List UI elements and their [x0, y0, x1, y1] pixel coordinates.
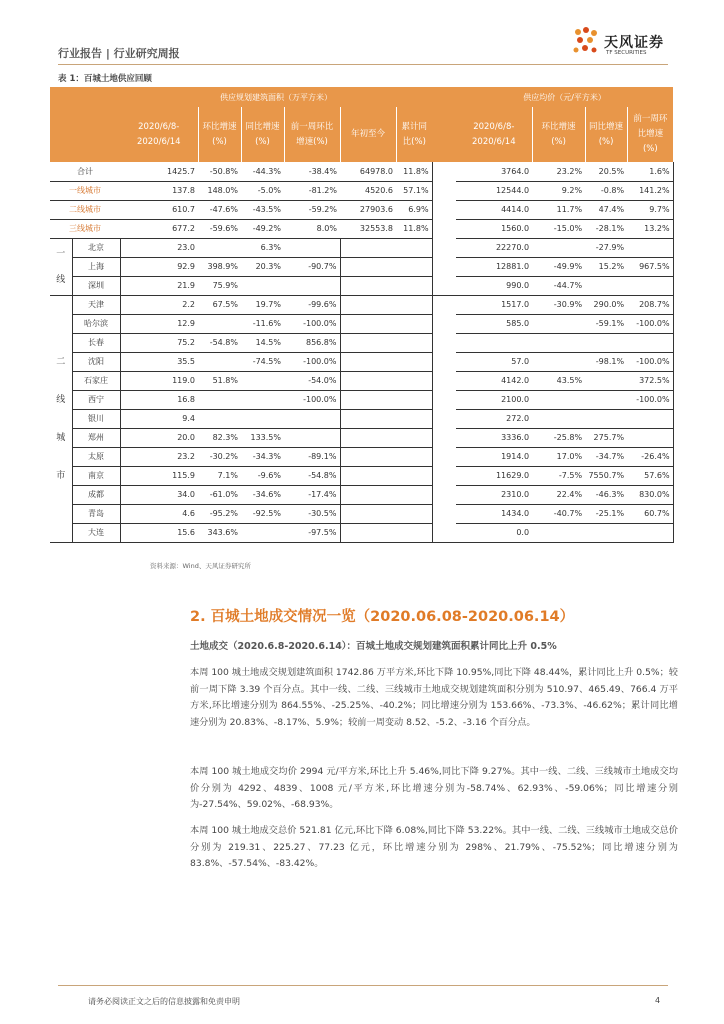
table-cell: [532, 523, 585, 542]
table-cell: [241, 523, 284, 542]
table-cell: 4.6: [120, 504, 198, 523]
table-cell: [340, 295, 396, 314]
table-cell: [585, 523, 627, 542]
table-cell: [585, 276, 627, 295]
table-cell: -40.7%: [532, 504, 585, 523]
table-cell: 11629.0: [456, 466, 532, 485]
city-row: [50, 238, 673, 257]
city-row: [50, 371, 673, 390]
row-label: 合计: [50, 162, 120, 181]
city-row: [50, 314, 673, 333]
table-cell: -98.1%: [585, 352, 627, 371]
table-cell: -92.5%: [241, 504, 284, 523]
table-cell: 20.5%: [585, 162, 627, 181]
table-cell: 7.1%: [198, 466, 241, 485]
city-row: [50, 523, 673, 542]
table-cell: 23.0: [120, 238, 198, 257]
table-cell: [340, 276, 396, 295]
table-cell: [396, 409, 432, 428]
table-cell: -30.5%: [284, 504, 340, 523]
paragraph-total: 本周 100 城土地成交总价 521.81 亿元,环比下降 6.08%,同比下降 53.22%。其中一线、二线、三线城市土地成交总价分别为 219.31、225.27、77.23 亿元，环比增速分别为 298%、21.79%、-75.52%；同比增速分别为 83.8%、-57.54%、-83.42%。: [190, 825, 678, 869]
table-source: 资料来源：Wind、天风证券研究所: [150, 562, 251, 570]
table-cell: -100.0%: [627, 352, 673, 371]
table-cell: [396, 276, 432, 295]
paragraph-price: 本周 100 城土地成交均价 2994 元/平方米,环比上升 5.46%,同比下降 9.27%。其中一线、二线、三线城市土地成交均价分别为 4292、4839、1008 元/平方米,环比增速分别为-58.74%、62.93%、-59.06%；同比增速分别为-27.54%、59.02%、-68.93%。: [190, 766, 678, 810]
footer-disclaimer: 请务必阅读正文之后的信息披露和免责申明: [88, 997, 240, 1006]
table-cell: [627, 333, 673, 352]
row-label: 二线城市: [50, 200, 120, 219]
table-cell: [396, 390, 432, 409]
table-cell: -95.2%: [198, 504, 241, 523]
city-row: [50, 447, 673, 466]
city-row: [50, 333, 673, 352]
table-cell: [396, 466, 432, 485]
tier-label-char: 市: [56, 470, 66, 481]
table-cell: 6.9%: [396, 200, 432, 219]
tier-label-char: 线: [56, 394, 66, 405]
table-cell: [396, 333, 432, 352]
table-cell: 21.9: [120, 276, 198, 295]
table-cell: 43.5%: [532, 371, 585, 390]
table-cell: 1517.0: [456, 295, 532, 314]
table-cell: [396, 428, 432, 447]
table-cell: 148.0%: [198, 181, 241, 200]
col-header: 环比增速(%): [198, 107, 241, 162]
table-cell: [396, 352, 432, 371]
table-cell: -81.2%: [284, 181, 340, 200]
section-title: 2. 百城土地成交情况一览（2020.06.08-2020.06.14）: [190, 609, 575, 625]
col-header: 累计同比(%): [396, 107, 432, 162]
table-cell: 15.6: [120, 523, 198, 542]
table-cell: [340, 257, 396, 276]
table-cell: [396, 257, 432, 276]
table-cell: [340, 333, 396, 352]
table-cell: 35.5: [120, 352, 198, 371]
summary-row: [50, 162, 673, 181]
table-header-row: [50, 87, 673, 107]
table-cell: -90.7%: [284, 257, 340, 276]
table-cell: 32553.8: [340, 219, 396, 238]
table-cell: [532, 352, 585, 371]
city-name: 天津: [72, 295, 120, 314]
city-name: 郑州: [72, 428, 120, 447]
table-cell: [532, 314, 585, 333]
table-cell: 22.4%: [532, 485, 585, 504]
table-cell: [198, 390, 241, 409]
table-cell: 4142.0: [456, 371, 532, 390]
col-header: 前一周环比增速(%): [627, 107, 673, 162]
gap-cell: [432, 162, 456, 181]
table-cell: [284, 428, 340, 447]
table-cell: 47.4%: [585, 200, 627, 219]
table-cell: [340, 352, 396, 371]
table-cell: -44.3%: [241, 162, 284, 181]
table-cell: [396, 504, 432, 523]
table-cell: [340, 523, 396, 542]
table-cell: -30.9%: [532, 295, 585, 314]
table-cell: 3336.0: [456, 428, 532, 447]
footer-rule: [58, 985, 668, 986]
table-cell: 23.2: [120, 447, 198, 466]
table-cell: 12881.0: [456, 257, 532, 276]
table-cell: [585, 333, 627, 352]
table-cell: -46.3%: [585, 485, 627, 504]
table-cell: -100.0%: [627, 314, 673, 333]
table-cell: -25.8%: [532, 428, 585, 447]
table-cell: [585, 409, 627, 428]
table-cell: -59.1%: [585, 314, 627, 333]
header-rule: [58, 64, 668, 65]
gap-cell: [432, 390, 456, 409]
table-cell: 856.8%: [284, 333, 340, 352]
gap-cell: [432, 409, 456, 428]
gap-cell: [432, 485, 456, 504]
table-cell: 967.5%: [627, 257, 673, 276]
table-cell: 2100.0: [456, 390, 532, 409]
table-cell: 75.9%: [198, 276, 241, 295]
table-cell: 0.0: [456, 523, 532, 542]
table-cell: 3764.0: [456, 162, 532, 181]
gap-cell: [432, 333, 456, 352]
gap-cell: [432, 466, 456, 485]
table-cell: 64978.0: [340, 162, 396, 181]
summary-row: [50, 200, 673, 219]
supply-area-group-header: 供应规划建筑面积（万平方米）: [120, 87, 432, 107]
table-cell: -59.6%: [198, 219, 241, 238]
section-subtitle: 土地成交（2020.6.8-2020.6.14）：百城土地成交规划建筑面积累计同比上升 0.5%: [190, 641, 557, 652]
table-cell: 82.3%: [198, 428, 241, 447]
gap-cell: [432, 219, 456, 238]
col-header: 同比增速(%): [241, 107, 284, 162]
table-cell: -38.4%: [284, 162, 340, 181]
table-cell: 11.7%: [532, 200, 585, 219]
logo-text-en: TF SECURITIES: [606, 50, 647, 56]
table-cell: -34.3%: [241, 447, 284, 466]
city-tier-label: [50, 238, 72, 295]
table-cell: -9.6%: [241, 466, 284, 485]
table-cell: [396, 371, 432, 390]
table-cell: 14.5%: [241, 333, 284, 352]
city-name: 南京: [72, 466, 120, 485]
table-cell: [340, 485, 396, 504]
brand-logo: [570, 26, 670, 64]
city-name: 哈尔滨: [72, 314, 120, 333]
table-cell: 9.4: [120, 409, 198, 428]
table-cell: -25.1%: [585, 504, 627, 523]
gap-cell: [432, 352, 456, 371]
table-cell: 75.2: [120, 333, 198, 352]
table-cell: [340, 238, 396, 257]
table-cell: 137.8: [120, 181, 198, 200]
table-cell: 11.8%: [396, 162, 432, 181]
table-cell: [198, 238, 241, 257]
gap-cell: [432, 523, 456, 542]
table-cell: -49.2%: [241, 219, 284, 238]
table-cell: [532, 409, 585, 428]
table-cell: 8.0%: [284, 219, 340, 238]
table-cell: [284, 238, 340, 257]
table-cell: 4414.0: [456, 200, 532, 219]
table-cell: 16.8: [120, 390, 198, 409]
col-header: 环比增速(%): [532, 107, 585, 162]
table-cell: 119.0: [120, 371, 198, 390]
table-cell: [340, 371, 396, 390]
table-cell: -26.4%: [627, 447, 673, 466]
table-cell: 57.6%: [627, 466, 673, 485]
table-cell: -34.7%: [585, 447, 627, 466]
table-cell: [241, 409, 284, 428]
table-cell: -89.1%: [284, 447, 340, 466]
gap-cell: [432, 447, 456, 466]
table-cell: [340, 466, 396, 485]
table-cell: [532, 238, 585, 257]
table-cell: [396, 314, 432, 333]
gap-cell: [432, 295, 456, 314]
col-header: 同比增速(%): [585, 107, 627, 162]
city-name: 长春: [72, 333, 120, 352]
city-name: 西宁: [72, 390, 120, 409]
table-cell: [340, 409, 396, 428]
table-cell: 1425.7: [120, 162, 198, 181]
table-cell: 585.0: [456, 314, 532, 333]
table-cell: 7550.7%: [585, 466, 627, 485]
table-cell: -61.0%: [198, 485, 241, 504]
table-cell: [532, 390, 585, 409]
city-row: [50, 352, 673, 371]
table-cell: 9.7%: [627, 200, 673, 219]
table-cell: [241, 390, 284, 409]
table-cell: -97.5%: [284, 523, 340, 542]
table-cell: 677.2: [120, 219, 198, 238]
table-cell: 372.5%: [627, 371, 673, 390]
supply-price-group-header: 供应均价（元/平方米）: [456, 87, 673, 107]
city-tier-label: [50, 295, 72, 542]
table-cell: 272.0: [456, 409, 532, 428]
table-cell: 12544.0: [456, 181, 532, 200]
city-row: [50, 504, 673, 523]
table-cell: 1914.0: [456, 447, 532, 466]
table-cell: 92.9: [120, 257, 198, 276]
table-cell: 610.7: [120, 200, 198, 219]
city-row: [50, 428, 673, 447]
table-cell: 141.2%: [627, 181, 673, 200]
city-row: [50, 390, 673, 409]
table-cell: [396, 485, 432, 504]
city-name: 上海: [72, 257, 120, 276]
table-cell: [284, 409, 340, 428]
table-cell: 343.6%: [198, 523, 241, 542]
table-cell: 15.2%: [585, 257, 627, 276]
table-cell: 290.0%: [585, 295, 627, 314]
table-subheader-row: [50, 107, 673, 162]
table-cell: [396, 523, 432, 542]
table-cell: 19.7%: [241, 295, 284, 314]
table-cell: 23.2%: [532, 162, 585, 181]
tier-label-char: 二: [56, 356, 66, 367]
col-header: 前一周环比增速(%): [284, 107, 340, 162]
table-cell: [198, 409, 241, 428]
city-name: 北京: [72, 238, 120, 257]
table-cell: 275.7%: [585, 428, 627, 447]
city-row: [50, 466, 673, 485]
table-cell: 6.3%: [241, 238, 284, 257]
table-cell: [284, 276, 340, 295]
table-cell: -47.6%: [198, 200, 241, 219]
table-cell: 398.9%: [198, 257, 241, 276]
tier-label-char: 城: [56, 432, 66, 443]
table-cell: -34.6%: [241, 485, 284, 504]
table-cell: 13.2%: [627, 219, 673, 238]
table-cell: -100.0%: [627, 390, 673, 409]
table-cell: [340, 447, 396, 466]
city-name: 成都: [72, 485, 120, 504]
table-cell: 1560.0: [456, 219, 532, 238]
row-label: 一线城市: [50, 181, 120, 200]
table-cell: [340, 314, 396, 333]
table-cell: 11.8%: [396, 219, 432, 238]
table-cell: -54.8%: [284, 466, 340, 485]
tier-label-char: 线: [56, 274, 66, 285]
table-cell: 2310.0: [456, 485, 532, 504]
table-cell: [241, 371, 284, 390]
tf-logo-icon: [570, 26, 602, 58]
table-cell: 20.0: [120, 428, 198, 447]
tier-label-char: 一: [56, 248, 66, 259]
table-cell: -54.8%: [198, 333, 241, 352]
city-row: [50, 485, 673, 504]
table-cell: [198, 352, 241, 371]
gap-cell: [432, 257, 456, 276]
table-cell: [396, 238, 432, 257]
city-name: 深圳: [72, 276, 120, 295]
table-cell: 34.0: [120, 485, 198, 504]
logo-text-cn: 天风证券: [604, 35, 664, 51]
table-cell: -54.0%: [284, 371, 340, 390]
table-cell: 990.0: [456, 276, 532, 295]
report-type-label: 行业报告 | 行业研究周报: [58, 47, 180, 60]
city-row: [50, 257, 673, 276]
paragraph-area: 本周 100 城土地成交规划建筑面积 1742.86 万平方米,环比下降 10.95%,同比下降 48.44%，累计同比上升 0.5%；较前一周下降 3.39 个百分点。其中一线、二线、三线城市土地成交规划建筑面积分别为 510.97、465.49、766.4 万平方米,环比增速分别为 864.55%、-25.25%、-40.2%；同比增速分别为 153.66%、-73.3%、-46.62%；累计同比增速分别为 20.83%、-8.17%、5.9%；较前一周变动 8.52、-5.2、-3.16 个百分点。: [190, 667, 678, 728]
table-cell: 12.9: [120, 314, 198, 333]
col-header: 年初至今: [340, 107, 396, 162]
city-name: 大连: [72, 523, 120, 542]
table-cell: [396, 295, 432, 314]
table-cell: -100.0%: [284, 390, 340, 409]
table-cell: -11.6%: [241, 314, 284, 333]
table-cell: 17.0%: [532, 447, 585, 466]
page-number: 4: [655, 996, 661, 1005]
table-cell: 9.2%: [532, 181, 585, 200]
city-name: 青岛: [72, 504, 120, 523]
gap-cell: [432, 314, 456, 333]
table-cell: -30.2%: [198, 447, 241, 466]
table-cell: -27.9%: [585, 238, 627, 257]
city-name: 石家庄: [72, 371, 120, 390]
table-cell: 51.8%: [198, 371, 241, 390]
table-cell: [456, 333, 532, 352]
table-cell: -59.2%: [284, 200, 340, 219]
table-cell: [585, 390, 627, 409]
table-cell: 22270.0: [456, 238, 532, 257]
table-cell: -100.0%: [284, 352, 340, 371]
table-cell: -15.0%: [532, 219, 585, 238]
gap-cell: [432, 238, 456, 257]
table-caption: 表 1：百城土地供应回顾: [58, 74, 152, 84]
table-cell: -43.5%: [241, 200, 284, 219]
table-cell: [627, 409, 673, 428]
table-cell: [627, 276, 673, 295]
table-cell: [340, 428, 396, 447]
table-cell: [241, 276, 284, 295]
table-cell: [627, 238, 673, 257]
table-cell: 208.7%: [627, 295, 673, 314]
summary-row: [50, 181, 673, 200]
summary-row: [50, 219, 673, 238]
table-cell: 60.7%: [627, 504, 673, 523]
table-cell: 27903.6: [340, 200, 396, 219]
table-cell: -0.8%: [585, 181, 627, 200]
city-name: 银川: [72, 409, 120, 428]
table-cell: 1.6%: [627, 162, 673, 181]
table-cell: 2.2: [120, 295, 198, 314]
city-name: 太原: [72, 447, 120, 466]
table-cell: -49.9%: [532, 257, 585, 276]
table-cell: -74.5%: [241, 352, 284, 371]
table-cell: 133.5%: [241, 428, 284, 447]
table-cell: -100.0%: [284, 314, 340, 333]
table-cell: 1434.0: [456, 504, 532, 523]
table-cell: 20.3%: [241, 257, 284, 276]
table-cell: [340, 390, 396, 409]
land-supply-table: [50, 87, 674, 543]
table-cell: -28.1%: [585, 219, 627, 238]
table-cell: [198, 314, 241, 333]
table-cell: 57.1%: [396, 181, 432, 200]
table-cell: -17.4%: [284, 485, 340, 504]
table-cell: [532, 333, 585, 352]
city-row: [50, 409, 673, 428]
table-cell: -5.0%: [241, 181, 284, 200]
gap-cell: [432, 200, 456, 219]
table-cell: [627, 523, 673, 542]
table-cell: -44.7%: [532, 276, 585, 295]
table-cell: 57.0: [456, 352, 532, 371]
col-header: 2020/6/8-2020/6/14: [456, 107, 532, 162]
table-cell: [340, 504, 396, 523]
gap-cell: [432, 428, 456, 447]
table-cell: -99.6%: [284, 295, 340, 314]
city-row: [50, 276, 673, 295]
gap-cell: [432, 371, 456, 390]
col-header: 2020/6/8-2020/6/14: [120, 107, 198, 162]
table-cell: 830.0%: [627, 485, 673, 504]
gap-cell: [432, 504, 456, 523]
gap-cell: [432, 276, 456, 295]
table-cell: 67.5%: [198, 295, 241, 314]
table-cell: 4520.6: [340, 181, 396, 200]
row-label: 三线城市: [50, 219, 120, 238]
city-row: [50, 295, 673, 314]
table-cell: [585, 371, 627, 390]
table-cell: -7.5%: [532, 466, 585, 485]
table-cell: -50.8%: [198, 162, 241, 181]
table-cell: [396, 447, 432, 466]
table-cell: [627, 428, 673, 447]
table-cell: 115.9: [120, 466, 198, 485]
city-name: 沈阳: [72, 352, 120, 371]
gap-cell: [432, 181, 456, 200]
